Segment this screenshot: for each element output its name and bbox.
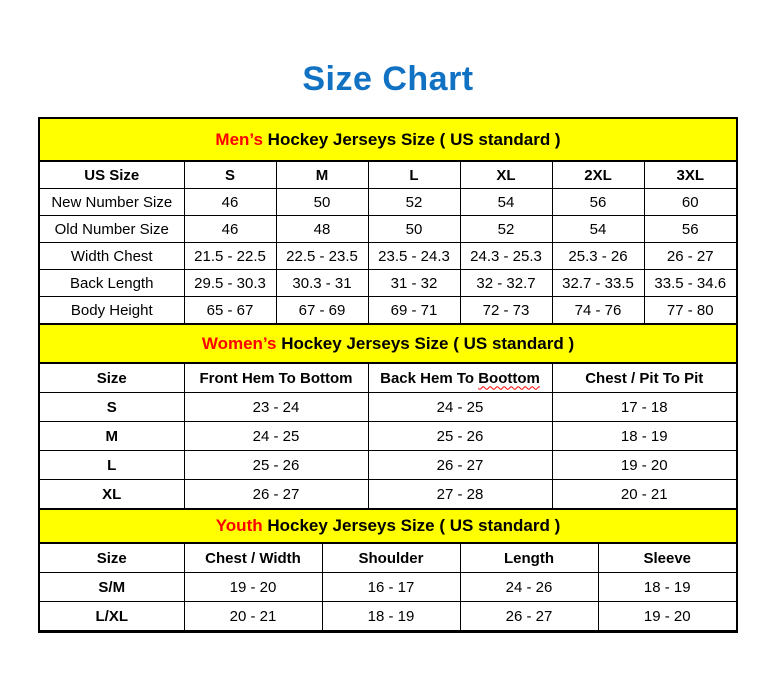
- mens-column-header: L: [368, 162, 460, 189]
- womens-table-row: [40, 393, 736, 422]
- mens-column-header: 2XL: [552, 162, 644, 189]
- mens-row-label: Width Chest: [40, 243, 184, 270]
- womens-table-row: [40, 422, 736, 451]
- youth-table-cell: 24 - 26: [460, 573, 598, 602]
- mens-column-header: US Size: [40, 162, 184, 189]
- youth-size-table: [40, 543, 736, 631]
- womens-table-cell: 26 - 27: [368, 451, 552, 480]
- womens-banner-text: Hockey Jerseys Size ( US standard ): [276, 333, 575, 353]
- womens-table-cell: 26 - 27: [184, 480, 368, 509]
- mens-banner-highlight: Men’s: [215, 129, 263, 149]
- womens-banner-highlight: Women’s: [201, 333, 277, 353]
- mens-table-cell: 56: [644, 216, 736, 243]
- mens-table-row: [40, 297, 736, 324]
- youth-table-cell: 16 - 17: [322, 573, 460, 602]
- page-title: Size Chart: [302, 60, 474, 98]
- mens-table-cell: 65 - 67: [184, 297, 276, 324]
- mens-table-cell: 25.3 - 26: [552, 243, 644, 270]
- youth-column-header: Size: [40, 544, 184, 573]
- youth-row-label: S/M: [40, 573, 184, 602]
- youth-table-cell: 19 - 20: [184, 573, 322, 602]
- mens-table-row: [40, 189, 736, 216]
- mens-table-cell: 50: [276, 189, 368, 216]
- mens-table-cell: 32 - 32.7: [460, 270, 552, 297]
- mens-table-row: [40, 216, 736, 243]
- womens-header-row: [40, 364, 736, 393]
- youth-column-header: Length: [460, 544, 598, 573]
- mens-column-header: S: [184, 162, 276, 189]
- mens-table-cell: 54: [552, 216, 644, 243]
- mens-size-table: [40, 161, 736, 324]
- mens-table-cell: 29.5 - 30.3: [184, 270, 276, 297]
- youth-banner-highlight: Youth: [215, 516, 263, 535]
- womens-table-cell: 25 - 26: [184, 451, 368, 480]
- mens-table-row: [40, 270, 736, 297]
- mens-table-cell: 48: [276, 216, 368, 243]
- mens-table-cell: 74 - 76: [552, 297, 644, 324]
- section-mens: [40, 119, 736, 324]
- womens-column-header: Size: [40, 364, 184, 393]
- mens-banner: [40, 119, 736, 161]
- womens-row-label: L: [40, 451, 184, 480]
- mens-table-cell: 72 - 73: [460, 297, 552, 324]
- womens-table-row: [40, 451, 736, 480]
- mens-table-cell: 21.5 - 22.5: [184, 243, 276, 270]
- mens-table-cell: 52: [368, 189, 460, 216]
- mens-table-cell: 52: [460, 216, 552, 243]
- womens-table-cell: 17 - 18: [552, 393, 736, 422]
- mens-table-cell: 33.5 - 34.6: [644, 270, 736, 297]
- womens-column-header: Front Hem To Bottom: [184, 364, 368, 393]
- womens-column-header: Chest / Pit To Pit: [552, 364, 736, 393]
- mens-banner-text: Hockey Jerseys Size ( US standard ): [262, 129, 561, 149]
- mens-table-cell: 46: [184, 189, 276, 216]
- youth-column-header: Chest / Width: [184, 544, 322, 573]
- womens-row-label: M: [40, 422, 184, 451]
- youth-table-cell: 19 - 20: [598, 602, 736, 631]
- womens-row-label: S: [40, 393, 184, 422]
- youth-table-cell: 26 - 27: [460, 602, 598, 631]
- youth-table-cell: 18 - 19: [598, 573, 736, 602]
- mens-table-cell: 54: [460, 189, 552, 216]
- mens-header-row: [40, 162, 736, 189]
- mens-table-cell: 30.3 - 31: [276, 270, 368, 297]
- womens-table-cell: 24 - 25: [184, 422, 368, 451]
- section-womens: [40, 324, 736, 509]
- mens-table-cell: 24.3 - 25.3: [460, 243, 552, 270]
- mens-row-label: Old Number Size: [40, 216, 184, 243]
- womens-table-cell: 19 - 20: [552, 451, 736, 480]
- mens-table-cell: 46: [184, 216, 276, 243]
- youth-table-cell: 20 - 21: [184, 602, 322, 631]
- mens-table-cell: 23.5 - 24.3: [368, 243, 460, 270]
- youth-column-header: Sleeve: [598, 544, 736, 573]
- mens-table-cell: 77 - 80: [644, 297, 736, 324]
- mens-table-cell: 32.7 - 33.5: [552, 270, 644, 297]
- mens-table-row: [40, 243, 736, 270]
- womens-table-cell: 23 - 24: [184, 393, 368, 422]
- mens-table-cell: 56: [552, 189, 644, 216]
- misspelled-word: Boottom: [478, 369, 540, 387]
- womens-table-cell: 24 - 25: [368, 393, 552, 422]
- youth-table-cell: 18 - 19: [322, 602, 460, 631]
- mens-row-label: New Number Size: [40, 189, 184, 216]
- mens-column-header: XL: [460, 162, 552, 189]
- womens-table-cell: 27 - 28: [368, 480, 552, 509]
- womens-row-label: XL: [40, 480, 184, 509]
- size-chart-tables: [38, 117, 738, 633]
- section-youth: [40, 509, 736, 631]
- mens-table-cell: 50: [368, 216, 460, 243]
- youth-banner-text: Hockey Jerseys Size ( US standard ): [262, 516, 561, 535]
- womens-size-table: [40, 363, 736, 509]
- womens-banner: [40, 324, 736, 363]
- mens-row-label: Body Height: [40, 297, 184, 324]
- mens-column-header: 3XL: [644, 162, 736, 189]
- womens-table-row: [40, 480, 736, 509]
- header-text: Back Hem To: [380, 369, 479, 387]
- youth-column-header: Shoulder: [322, 544, 460, 573]
- youth-row-label: L/XL: [40, 602, 184, 631]
- womens-column-header: [368, 364, 552, 393]
- mens-table-cell: 31 - 32: [368, 270, 460, 297]
- mens-table-cell: 26 - 27: [644, 243, 736, 270]
- mens-table-cell: 67 - 69: [276, 297, 368, 324]
- youth-table-row: [40, 602, 736, 631]
- mens-row-label: Back Length: [40, 270, 184, 297]
- mens-column-header: M: [276, 162, 368, 189]
- mens-table-cell: 69 - 71: [368, 297, 460, 324]
- womens-table-cell: 18 - 19: [552, 422, 736, 451]
- mens-table-cell: 60: [644, 189, 736, 216]
- womens-table-cell: 25 - 26: [368, 422, 552, 451]
- youth-table-row: [40, 573, 736, 602]
- womens-table-cell: 20 - 21: [552, 480, 736, 509]
- youth-header-row: [40, 544, 736, 573]
- mens-table-cell: 22.5 - 23.5: [276, 243, 368, 270]
- youth-banner: [40, 509, 736, 543]
